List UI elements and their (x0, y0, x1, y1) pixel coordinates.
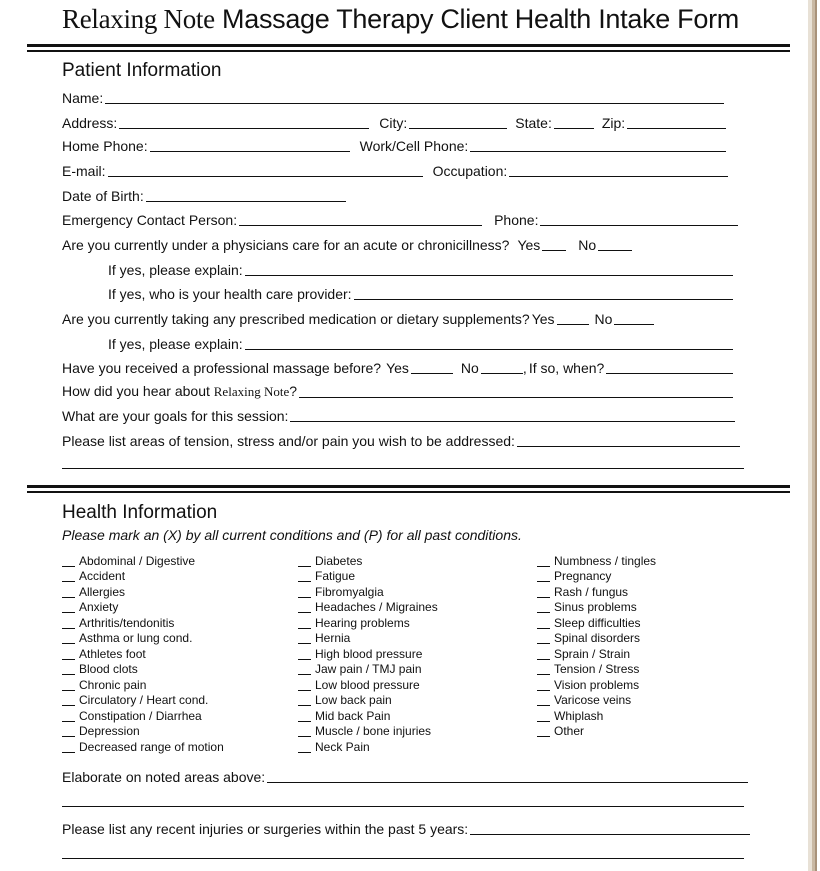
title-divider (27, 44, 790, 53)
tension-field-line2[interactable] (62, 468, 744, 469)
condition-mark-field[interactable] (298, 674, 311, 675)
occupation-field[interactable] (509, 176, 728, 177)
condition-mark-field[interactable] (537, 628, 550, 629)
condition-mark-field[interactable] (537, 705, 550, 706)
explain-field[interactable] (245, 275, 733, 276)
injuries-label: Please list any recent injuries or surgeries within the past 5 years: (62, 821, 469, 837)
tension-question: Please list areas of tension, stress and/or pain you wish to be addressed: (62, 433, 515, 449)
explain2-field[interactable] (245, 349, 733, 350)
emergency-label: Emergency Contact Person: (62, 212, 238, 228)
conditions-column-1 (62, 552, 224, 754)
condition-item (62, 599, 224, 615)
emergency-field[interactable] (239, 225, 482, 226)
name-field[interactable] (105, 103, 724, 104)
goals-question: What are your goals for this session: (62, 408, 289, 424)
condition-label: Varicose veins (554, 693, 632, 707)
goals-field[interactable] (290, 421, 735, 422)
condition-label: Rash / fungus (554, 584, 629, 599)
condition-item (537, 676, 656, 692)
zip-field[interactable] (627, 128, 726, 129)
explain2-row (108, 334, 733, 352)
state-label: State: (515, 115, 552, 131)
physician-question: Are you currently under a physicians care for an acute or chronicillness? (62, 237, 510, 253)
condition-item (298, 707, 438, 723)
medication-no-field[interactable] (614, 324, 654, 325)
condition-mark-field[interactable] (298, 566, 311, 567)
condition-label: Abdominal / Digestive (79, 553, 196, 568)
condition-label: Other (554, 724, 585, 738)
medication-row (62, 309, 748, 327)
condition-mark-field[interactable] (298, 643, 311, 644)
condition-label: Jaw pain / TMJ pain (315, 662, 422, 676)
medication-yes-label: Yes (531, 311, 555, 327)
condition-label: Sinus problems (554, 600, 637, 614)
massage-question: Have you received a professional massage before? (62, 360, 382, 376)
condition-mark-field[interactable] (62, 674, 75, 675)
condition-item (62, 614, 224, 630)
home-phone-label: Home Phone: (62, 138, 148, 154)
condition-item (62, 661, 224, 677)
condition-item (62, 738, 224, 754)
condition-mark-field[interactable] (298, 597, 311, 598)
hear-row (62, 382, 733, 400)
condition-label: Low blood pressure (315, 677, 420, 692)
condition-label: Low back pain (315, 693, 392, 707)
condition-mark-field[interactable] (537, 674, 550, 675)
dob-label: Date of Birth: (62, 188, 144, 204)
condition-item (62, 645, 224, 661)
condition-item (537, 583, 656, 599)
work-phone-field[interactable] (470, 151, 726, 152)
condition-label: Arthritis/tendonitis (79, 615, 175, 630)
condition-item (537, 552, 656, 568)
condition-label: Constipation / Diarrhea (79, 708, 202, 723)
condition-item (537, 723, 656, 739)
hear-field[interactable] (299, 397, 733, 398)
address-row (62, 113, 726, 131)
condition-mark-field[interactable] (62, 597, 75, 598)
dob-row (62, 186, 748, 204)
condition-mark-field[interactable] (298, 721, 311, 722)
address-label: Address: (62, 115, 118, 131)
massage-no-field[interactable] (481, 373, 523, 374)
condition-item (298, 661, 438, 677)
form-title-text: Massage Therapy Client Health Intake Form (222, 4, 739, 34)
massage-when-field[interactable] (606, 373, 733, 374)
condition-item (62, 630, 224, 646)
condition-mark-field[interactable] (62, 752, 75, 753)
condition-label: Numbness / tingles (554, 553, 657, 568)
massage-yes-label: Yes (386, 360, 409, 376)
condition-item (62, 676, 224, 692)
state-field[interactable] (554, 128, 594, 129)
condition-mark-field[interactable] (62, 721, 75, 722)
elaborate-field[interactable] (267, 782, 748, 783)
condition-label: Sprain / Strain (554, 646, 631, 661)
name-label: Name: (62, 90, 104, 106)
condition-label: Fatigue (315, 569, 356, 583)
condition-label: Asthma or lung cond. (79, 631, 193, 645)
email-row (62, 161, 728, 179)
hear-question (62, 383, 299, 400)
injuries-row (62, 819, 750, 837)
medication-question: Are you currently taking any prescribed medication or dietary supplements? (62, 311, 530, 327)
condition-label: Fibromyalgia (315, 584, 384, 599)
injuries-field-line2[interactable] (62, 858, 744, 859)
medication-no-label: No (594, 311, 613, 327)
occupation-label: Occupation: (432, 163, 508, 179)
city-label: City: (379, 115, 408, 131)
condition-item (298, 692, 438, 708)
condition-mark-field[interactable] (537, 736, 550, 737)
goals-row (62, 406, 735, 424)
condition-mark-field[interactable] (62, 581, 75, 582)
address-field[interactable] (119, 128, 369, 129)
explain2-label: If yes, please explain: (108, 336, 243, 352)
massage-when-label: If so, when? (528, 360, 605, 376)
condition-mark-field[interactable] (298, 628, 311, 629)
physician-yes-label: Yes (517, 237, 541, 253)
emergency-phone-label: Phone: (494, 212, 539, 228)
condition-label: Pregnancy (554, 569, 612, 583)
condition-item (298, 614, 438, 630)
condition-mark-field[interactable] (298, 612, 311, 613)
section-divider (27, 485, 790, 494)
condition-label: Hearing problems (315, 615, 410, 630)
condition-label: Sleep difficulties (554, 615, 641, 630)
condition-item (62, 583, 224, 599)
condition-mark-field[interactable] (298, 581, 311, 582)
condition-label: Blood clots (79, 662, 138, 676)
condition-item (62, 707, 224, 723)
provider-row (108, 284, 733, 302)
condition-mark-field[interactable] (62, 705, 75, 706)
condition-label: High blood pressure (315, 646, 423, 661)
tension-row (62, 431, 740, 449)
elaborate-row (62, 767, 748, 785)
physician-row (62, 235, 748, 253)
form-title-brand: Relaxing Note (62, 4, 215, 34)
home-phone-field[interactable] (150, 151, 350, 152)
condition-item (298, 630, 438, 646)
condition-item (298, 676, 438, 692)
condition-mark-field[interactable] (298, 736, 311, 737)
condition-mark-field[interactable] (62, 690, 75, 691)
condition-mark-field[interactable] (537, 566, 550, 567)
condition-mark-field[interactable] (537, 659, 550, 660)
condition-label: Decreased range of motion (79, 739, 224, 754)
condition-mark-field[interactable] (62, 566, 75, 567)
email-field[interactable] (108, 176, 423, 177)
condition-label: Muscle / bone injuries (315, 724, 432, 738)
condition-item (537, 614, 656, 630)
dob-field[interactable] (146, 201, 346, 202)
email-label: E-mail: (62, 163, 106, 179)
condition-item (298, 723, 438, 739)
condition-mark-field[interactable] (62, 736, 75, 737)
explain-row (108, 260, 733, 278)
condition-mark-field[interactable] (537, 721, 550, 722)
condition-item (537, 645, 656, 661)
condition-item (298, 645, 438, 661)
explain-label: If yes, please explain: (108, 262, 243, 278)
condition-item (62, 723, 224, 739)
phone-row (62, 136, 726, 154)
condition-item (298, 552, 438, 568)
condition-item (537, 568, 656, 584)
condition-mark-field[interactable] (537, 690, 550, 691)
health-info-heading: Health Information (62, 502, 218, 523)
condition-item (298, 583, 438, 599)
condition-mark-field[interactable] (62, 628, 75, 629)
condition-label: Hernia (315, 631, 351, 645)
condition-label: Depression (79, 724, 140, 738)
condition-item (62, 552, 224, 568)
condition-item (537, 599, 656, 615)
condition-label: Accident (79, 569, 126, 583)
condition-label: Chronic pain (79, 677, 147, 692)
condition-label: Tension / Stress (554, 662, 640, 676)
condition-label: Spinal disorders (554, 631, 641, 645)
zip-label: Zip: (601, 115, 626, 131)
elaborate-label: Elaborate on noted areas above: (62, 769, 266, 785)
condition-mark-field[interactable] (62, 659, 75, 660)
hear-question-prefix: How did you hear about (62, 383, 210, 399)
form-title (62, 4, 739, 35)
condition-item (537, 630, 656, 646)
condition-mark-field[interactable] (298, 705, 311, 706)
condition-item (298, 599, 438, 615)
condition-item (298, 738, 438, 754)
condition-item (62, 692, 224, 708)
condition-item (62, 568, 224, 584)
provider-field[interactable] (354, 299, 733, 300)
tension-field[interactable] (517, 446, 740, 447)
elaborate-field-line2[interactable] (62, 806, 744, 807)
condition-label: Allergies (79, 584, 126, 599)
injuries-field[interactable] (470, 834, 750, 835)
provider-label: If yes, who is your health care provider: (108, 286, 352, 302)
condition-mark-field[interactable] (62, 612, 75, 613)
city-field[interactable] (409, 128, 507, 129)
condition-mark-field[interactable] (298, 659, 311, 660)
conditions-column-3 (537, 552, 656, 738)
condition-mark-field[interactable] (537, 643, 550, 644)
condition-item (537, 707, 656, 723)
emergency-phone-field[interactable] (540, 225, 738, 226)
health-instructions: Please mark an (X) by all current conditions and (P) for all past conditions. (62, 527, 522, 543)
condition-label: Neck Pain (315, 739, 370, 754)
condition-label: Whiplash (554, 708, 604, 723)
work-phone-label: Work/Cell Phone: (359, 138, 469, 154)
condition-mark-field[interactable] (298, 752, 311, 753)
massage-yes-field[interactable] (411, 373, 453, 374)
name-row (62, 88, 724, 106)
condition-label: Vision problems (554, 677, 640, 692)
condition-item (298, 568, 438, 584)
condition-mark-field[interactable] (537, 597, 550, 598)
condition-label: Athletes foot (79, 646, 146, 661)
condition-mark-field[interactable] (537, 581, 550, 582)
massage-no-label: No (460, 360, 479, 376)
conditions-column-2 (298, 552, 438, 754)
physician-no-field[interactable] (598, 250, 632, 251)
condition-label: Anxiety (79, 600, 119, 614)
condition-label: Diabetes (315, 553, 363, 568)
condition-item (537, 661, 656, 677)
massage-row: Have you received a professional massage before? Yes No , If so, when? (62, 358, 733, 376)
condition-mark-field[interactable] (62, 643, 75, 644)
condition-label: Circulatory / Heart cond. (79, 693, 209, 707)
patient-info-heading: Patient Information (62, 60, 222, 81)
hear-question-brand: Relaxing Note (213, 384, 290, 399)
condition-mark-field[interactable] (298, 690, 311, 691)
hear-question-suffix: ? (289, 383, 298, 399)
condition-mark-field[interactable] (537, 612, 550, 613)
physician-yes-field[interactable] (542, 250, 566, 251)
emergency-row (62, 210, 738, 228)
medication-yes-field[interactable] (557, 324, 589, 325)
condition-label: Headaches / Migraines (315, 600, 438, 614)
condition-label: Mid back Pain (315, 708, 391, 723)
condition-item (537, 692, 656, 708)
physician-no-label: No (578, 237, 597, 253)
